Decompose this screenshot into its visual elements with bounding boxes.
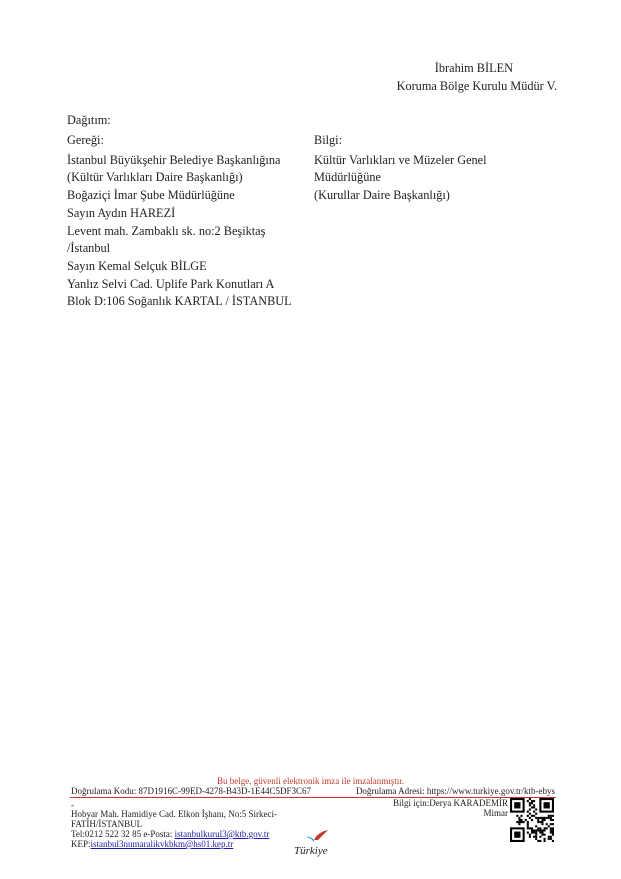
turkiye-logo-icon bbox=[292, 828, 342, 858]
signer-title: Koruma Bölge Kurulu Müdür V. bbox=[396, 79, 557, 93]
qr-code-icon bbox=[510, 798, 554, 842]
action-recipients bbox=[67, 132, 292, 311]
email-link[interactable]: istanbulkurul3@ktb.gov.tr bbox=[174, 829, 270, 839]
svg-text:Türkiye: Türkiye bbox=[294, 845, 328, 857]
recipient-line: (Kültür Varlıkları Daire Başkanlığı) bbox=[67, 170, 243, 185]
info-recipients bbox=[314, 132, 487, 205]
recipient-line: Blok D:106 Soğanlık KARTAL / İSTANBUL bbox=[67, 294, 292, 309]
signer-name: İbrahim BİLEN bbox=[434, 61, 513, 75]
recipient-line: Müdürlüğüne bbox=[314, 170, 381, 185]
contact-tel-email bbox=[71, 829, 269, 839]
recipient-line: Kültür Varlıkları ve Müzeler Genel bbox=[314, 152, 487, 167]
recipient-line: Boğaziçi İmar Şube Müdürlüğüne bbox=[67, 188, 235, 203]
recipient-line: İstanbul Büyükşehir Belediye Başkanlığına bbox=[67, 152, 281, 167]
tel-label: Tel:0212 522 32 85 e-Posta: bbox=[71, 829, 175, 839]
dash: - bbox=[71, 800, 74, 810]
contact-person: Bilgi için:Derya KARADEMİR bbox=[393, 798, 508, 808]
recipient-line: (Kurullar Daire Başkanlığı) bbox=[314, 188, 450, 203]
esign-notice: Bu belge, güvenli elektronik imza ile imzalanmıştır. bbox=[217, 776, 404, 786]
action-label: Gereği: bbox=[67, 133, 104, 147]
recipient-line: /İstanbul bbox=[67, 241, 111, 256]
distribution-heading: Dağıtım: bbox=[67, 113, 111, 127]
kep-link[interactable]: istanbul3numaralikvkbkm@hs01.kep.tr bbox=[90, 839, 234, 849]
contact-kep bbox=[71, 839, 233, 849]
contact-title: Mimar bbox=[483, 808, 508, 818]
recipient-line: Yanlız Selvi Cad. Uplife Park Konutları A bbox=[67, 276, 275, 291]
recipient-line: Sayın Kemal Selçuk BİLGE bbox=[67, 258, 207, 273]
verification-address: Doğrulama Adresi: https://www.turkiye.gov.tr/ktb-ebys bbox=[355, 786, 555, 796]
info-label: Bilgi: bbox=[314, 133, 343, 147]
kep-label: KEP: bbox=[71, 839, 91, 849]
address-line-2: FATİH/İSTANBUL bbox=[71, 819, 143, 829]
address-line-1: Hobyar Mah. Hamidiye Cad. Elkon İşhanı, No:5 Sirkeci- bbox=[71, 809, 277, 819]
recipient-line: Levent mah. Zambaklı sk. no:2 Beşiktaş bbox=[67, 223, 266, 238]
recipient-line: Sayın Aydın HAREZİ bbox=[67, 205, 176, 220]
verification-code: Doğrulama Kodu: 87D1916C-99ED-4278-B43D-1E44C5DF3C67 bbox=[71, 786, 311, 796]
